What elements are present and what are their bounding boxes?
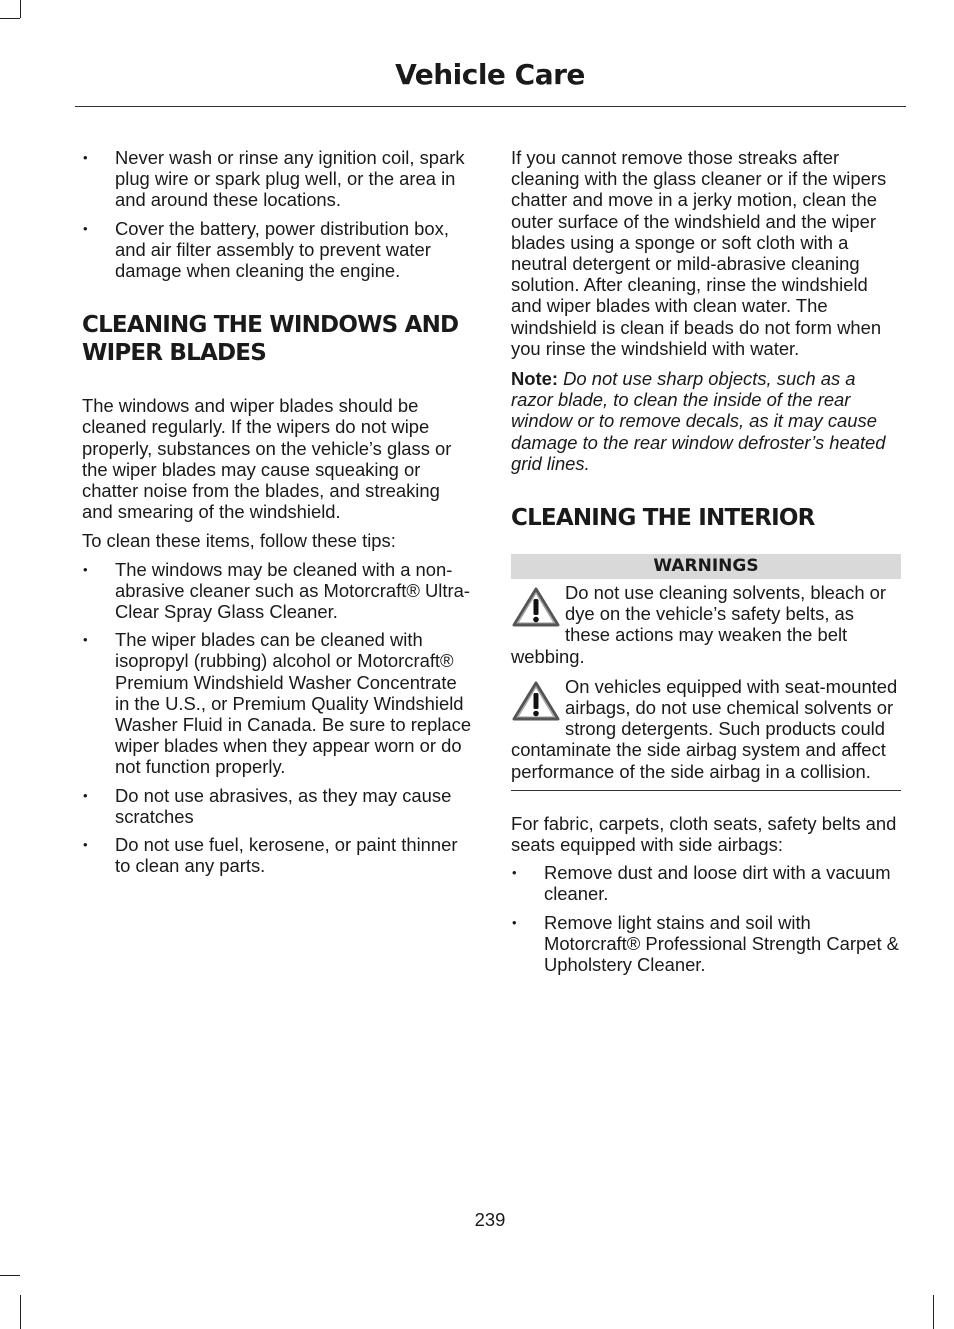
note-text: Do not use sharp objects, such as a razor blade, to clean the inside of the rear window or to remove decals, as it may cause damage to the rear window defroster’s heated grid lines.: [511, 368, 886, 474]
left-column: [82, 147, 472, 876]
list-item: • Never wash or rinse any ignition coil, spark plug wire or spark plug well, or the area in and around these locations.: [82, 147, 472, 211]
warning-triangle-icon: [511, 586, 561, 628]
crop-mark: [0, 1275, 20, 1276]
warning-triangle-icon: [511, 680, 561, 722]
warning-item: [511, 676, 901, 782]
warnings-header: WARNINGS: [511, 554, 901, 579]
list-item: • Remove light stains and soil with Motorcraft® Professional Strength Carpet & Upholstery Cleaner.: [511, 912, 901, 976]
crop-mark: [0, 18, 20, 19]
tips-bullet-list: [82, 559, 472, 877]
warning-text: On vehicles equipped with seat-mounted airbags, do not use chemical solvents or strong detergents. Such products could contaminate the side airbag system and affect performance of the side airbag in a collision.: [511, 675, 898, 782]
list-item: • Do not use abrasives, as they may cause scratches: [82, 785, 472, 827]
crop-mark: [933, 1295, 934, 1329]
list-item: • Cover the battery, power distribution box, and air filter assembly to prevent water damage when cleaning the engine.: [82, 218, 472, 282]
page-title: Vehicle Care: [395, 58, 585, 91]
warnings-divider: [511, 790, 901, 791]
interior-bullet-list: [511, 862, 901, 975]
warning-item: [511, 582, 901, 667]
list-item: • Remove dust and loose dirt with a vacuum cleaner.: [511, 862, 901, 904]
right-column: [511, 147, 901, 975]
page-number: 239: [474, 1209, 506, 1230]
section-heading-windows: CLEANING THE WINDOWS AND WIPER BLADES: [82, 312, 459, 367]
list-item: • The wiper blades can be cleaned with isopropyl (rubbing) alcohol or Motorcraft® Premium Windshield Washer Concentrate in the U.S., or Premium Quality Windshield Washer Fluid in Canada. Be sure to replace wiper blades when they appear worn or do not function properly.: [82, 629, 472, 777]
title-divider: [75, 106, 906, 107]
crop-mark: [20, 1295, 21, 1329]
section-heading-interior: CLEANING THE INTERIOR: [511, 505, 815, 532]
note-label: Note:: [511, 368, 558, 390]
list-item: • The windows may be cleaned with a non-abrasive cleaner such as Motorcraft® Ultra-Clear Spray Glass Cleaner.: [82, 559, 472, 623]
warning-text: Do not use cleaning solvents, bleach or dye on the vehicle’s safety belts, as these actions may weaken the belt webbing.: [511, 582, 887, 667]
note-paragraph: [511, 368, 901, 474]
body-paragraph: The windows and wiper blades should be cleaned regularly. If the wipers do not wipe properly, substances on the vehicle’s glass or the wiper blades may cause squeaking or chatter noise from the blades, and streaking and smearing of the windshield.: [82, 395, 452, 523]
list-item: • Do not use fuel, kerosene, or paint thinner to clean any parts.: [82, 834, 472, 876]
crop-mark: [20, 0, 21, 18]
body-paragraph: For fabric, carpets, cloth seats, safety belts and seats equipped with side airbags:: [511, 812, 897, 856]
body-paragraph: To clean these items, follow these tips:: [82, 530, 396, 552]
body-paragraph: If you cannot remove those streaks after cleaning with the glass cleaner or if the wipers chatter and move in a jerky motion, clean the outer surface of the windshield and the wiper blades using a sponge or soft cloth with a neutral detergent or mild-abrasive cleaning solution. After cleaning, rinse the windshield and wiper blades with clean water. The windshield is clean if beads do not form when you rinse the windshield with water.: [511, 147, 887, 359]
intro-bullet-list: [82, 147, 472, 281]
